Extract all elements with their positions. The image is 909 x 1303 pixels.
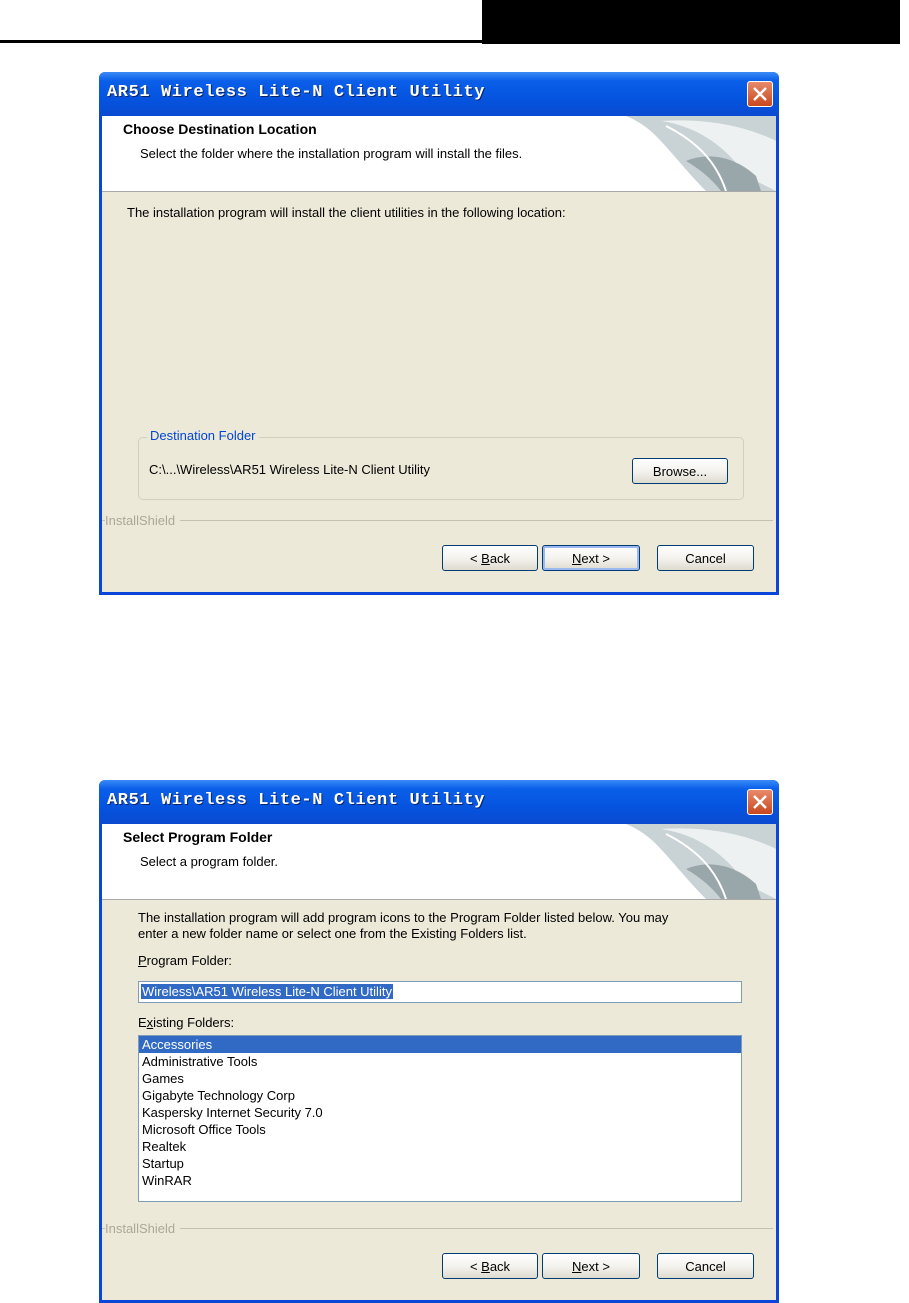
page-subtitle: Select the folder where the installation program will install the files.: [140, 146, 523, 161]
back-button-label: ack: [489, 550, 511, 566]
install-dialog-program-folder: [99, 780, 779, 1303]
back-button[interactable]: [442, 545, 538, 571]
existing-folders-accesskey: x: [146, 1015, 154, 1030]
next-button-accesskey: N: [572, 1258, 582, 1274]
installshield-divider: [102, 520, 773, 521]
installshield-label: InstallShield: [105, 1221, 180, 1236]
cancel-button[interactable]: Cancel: [657, 1253, 754, 1279]
cancel-button[interactable]: Cancel: [657, 545, 754, 571]
program-folder-input[interactable]: [138, 981, 742, 1003]
next-button-accesskey: N: [572, 550, 582, 566]
back-button-accesskey: B: [481, 550, 490, 566]
next-button[interactable]: [542, 1253, 640, 1279]
page-title: Choose Destination Location: [123, 121, 317, 137]
wizard-header: [102, 116, 776, 192]
page-subtitle: Select a program folder.: [140, 854, 279, 869]
back-button-label: ack: [489, 1258, 511, 1274]
back-button[interactable]: [442, 1253, 538, 1279]
info-text: The installation program will install the client utilities in the following location:: [127, 205, 566, 220]
dialog-body: [102, 116, 776, 592]
list-item[interactable]: Kaspersky Internet Security 7.0: [142, 1105, 323, 1120]
header-rule: [0, 40, 482, 43]
title-bar: [99, 780, 779, 824]
list-item[interactable]: Realtek: [142, 1139, 187, 1154]
list-item[interactable]: WinRAR: [142, 1173, 192, 1188]
back-button-prefix: <: [469, 550, 482, 566]
program-folder-label: [138, 953, 232, 968]
existing-folders-label-start: E: [138, 1015, 147, 1030]
info-text-line2: enter a new folder name or select one from the Existing Folders list.: [138, 926, 527, 941]
header-bar: [482, 0, 900, 44]
info-text-line1: The installation program will add program icons to the Program Folder listed below. You may: [138, 910, 669, 925]
title-bar: [99, 72, 779, 116]
destination-folder-label: Destination Folder: [147, 428, 259, 443]
back-button-prefix: <: [469, 1258, 482, 1274]
existing-folders-label: [138, 1015, 234, 1030]
list-item[interactable]: Startup: [142, 1156, 184, 1171]
wizard-header: [102, 824, 776, 900]
window-title: AR51 Wireless Lite-N Client Utility: [107, 791, 486, 810]
next-button-label: ext >: [581, 1258, 610, 1274]
close-icon: [753, 795, 767, 809]
install-dialog-destination: [99, 72, 779, 595]
list-item[interactable]: Administrative Tools: [142, 1054, 258, 1069]
existing-folders-label-text: isting Folders:: [153, 1015, 235, 1030]
dialog-body: [102, 824, 776, 1300]
program-folder-value: Wireless\AR51 Wireless Lite-N Client Utility: [142, 984, 392, 999]
page-title: Select Program Folder: [123, 829, 273, 845]
program-folder-accesskey: P: [138, 953, 147, 968]
next-button[interactable]: [542, 545, 640, 571]
program-folder-label-text: rogram Folder:: [146, 953, 232, 968]
destination-path: C:\...\Wireless\AR51 Wireless Lite-N Client Utility: [149, 462, 430, 477]
list-item[interactable]: Microsoft Office Tools: [142, 1122, 266, 1137]
close-button[interactable]: [747, 81, 773, 107]
next-button-label: ext >: [581, 550, 610, 566]
back-button-accesskey: B: [481, 1258, 490, 1274]
installer-logo-graphic: [626, 116, 776, 191]
list-item[interactable]: Games: [142, 1071, 184, 1086]
close-icon: [753, 87, 767, 101]
existing-folders-list[interactable]: [138, 1035, 742, 1202]
list-item[interactable]: Accessories: [139, 1036, 741, 1053]
installshield-divider: [102, 1228, 773, 1229]
installer-logo-graphic: [626, 824, 776, 899]
close-button[interactable]: [747, 789, 773, 815]
installshield-label: InstallShield: [105, 513, 180, 528]
list-item[interactable]: Gigabyte Technology Corp: [142, 1088, 295, 1103]
browse-button[interactable]: Browse...: [632, 458, 728, 484]
window-title: AR51 Wireless Lite-N Client Utility: [107, 83, 486, 102]
